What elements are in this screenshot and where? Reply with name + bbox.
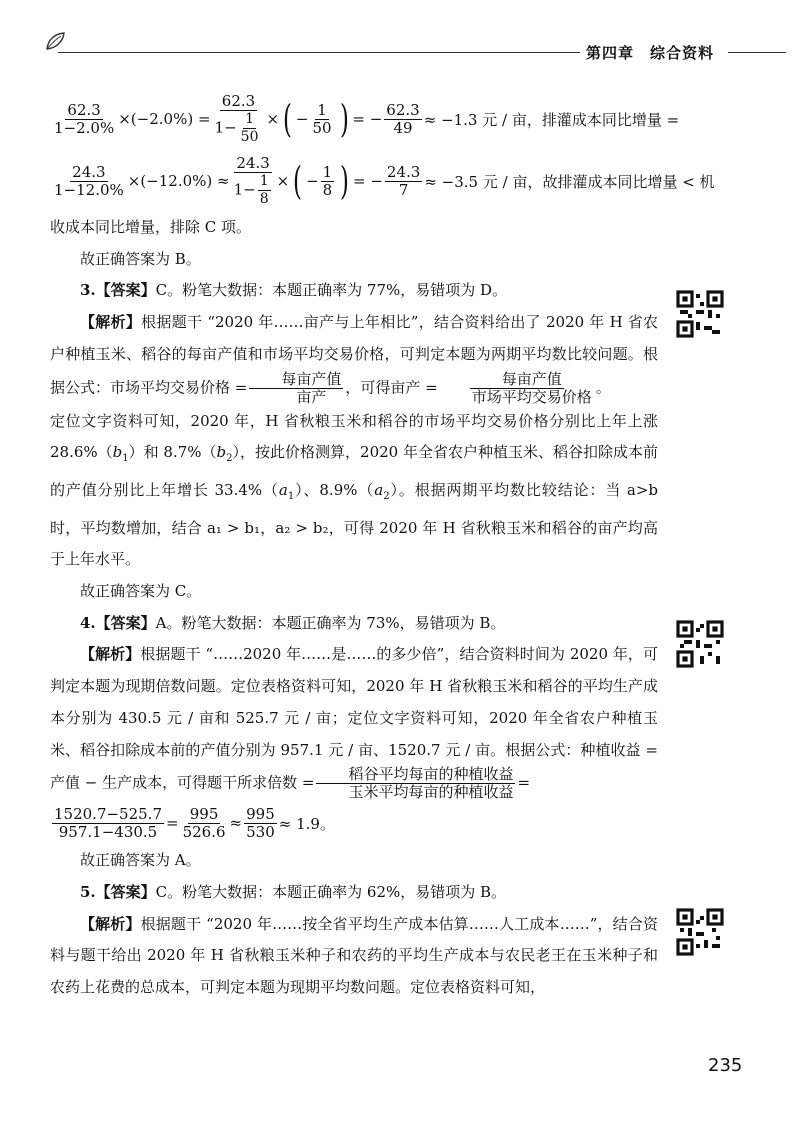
q5-answer: 5.【答案】C。粉笔大数据：本题正确率为 62%，易错项为 B。 xyxy=(80,882,507,901)
qr-code-icon[interactable] xyxy=(676,290,724,338)
q3-answer: 3.【答案】C。粉笔大数据：本题正确率为 77%，易错项为 D。 xyxy=(80,281,508,300)
page-number: 235 xyxy=(708,1055,743,1076)
fraction: 62.3 1− $\frac{1}{50}$ xyxy=(214,91,259,145)
paragraph: 收成本同比增量，排除 C 项。 xyxy=(50,218,252,236)
page-header xyxy=(0,0,800,70)
q5-analysis: 【解析】根据题干 “2020 年……按全省平均生产成本估算……人工成本……”，结合资料与题干给出 2020 年 H 省秋粮玉米种子和农药的平均生产成本与农民老王在玉米种子和农药上花费的总成本，可判定本题为现期平均数问题。定位表格资料可知， xyxy=(50,914,658,997)
leaf-icon xyxy=(44,30,68,52)
answer-line: 故正确答案为 B。 xyxy=(80,249,201,268)
header-rule xyxy=(58,52,580,53)
q4-answer: 4.【答案】A。粉笔大数据：本题正确率为 73%，易错项为 B。 xyxy=(80,613,506,632)
chapter-title: 第四章 综合资料 xyxy=(586,44,715,62)
q3-analysis: 【解析】根据题干 “2020 年……亩产与上年相比”，结合资料给出了 2020 年 H 省农户种植玉米、稻谷的每亩产值和市场平均交易价格，可判定本题为两期平均数比较问题。根据公式：市场平均交易价格 = $\frac{\text{每亩产值}}{\text{亩产}}$ ，可得亩产 = $\frac{\text{每亩产值}}{\text{市场平均交易价格}}$ 。 xyxy=(50,313,658,406)
qr-code-icon[interactable] xyxy=(676,908,724,956)
q4-analysis: 【解析】根据题干 “……2020 年……是……的多少倍”，结合资料时间为 2020 年，可判定本题为现期倍数问题。定位表格资料可知，2020 年 H 省秋粮玉米和稻谷的平均生产成本分别为 430.5 元 / 亩和 525.7 元 / 亩；定位文字资料可知，2020 年全省农户种植玉米、稻谷扣除成本前的产值分别为 957.1 元 / 亩、1520.7 元 / 亩。根据公式：种植收益 = 产值 − 生产成本，可得题干所求倍数 = $\frac{\text{稻谷平均每亩的种植收益}}{\text{玉米平均每亩的种植收益}}$ = xyxy=(50,645,658,802)
fraction: $\frac{62.3}{1-2.0\%}$ xyxy=(54,100,115,137)
equation-line-2: $\frac{24.3}{1-12.0\%}$ ×(−12.0%) ≈ 24.3 1− $\frac{1}{8}$ × ( − $\frac{1}{8}$ ) = − $\frac{24.3}{7}$ ≈ −3.5 元 / 亩，故排灌成本同比增量 < 机 xyxy=(54,153,715,207)
page-body xyxy=(50,88,715,1004)
header-rule-right xyxy=(728,52,786,53)
q4-final: 故正确答案为 A。 xyxy=(80,851,201,870)
q3-final: 故正确答案为 C。 xyxy=(80,582,202,601)
equation-line-1: $\frac{62.3}{1-2.0\%}$ ×(−2.0%) = 62.3 1− $\frac{1}{50}$ × ( − $\frac{1}{50}$ ) = − $\frac{62.3}{49}$ ≈ −1.3 元 / 亩，排灌成本同比增量 = xyxy=(54,91,680,145)
q3-analysis-cont: 定位文字资料可知，2020 年，H 省秋粮玉米和稻谷的市场平均交易价格分别比上年上涨 $28.6\%(b_1)$和 $8.7\%(b_2)$，按此价格测算，2020 年全省农户种植玉米、稻谷扣除成本前的产值分别比上年增长 $33.4\%(a_1)$、$8.9\%(a_2)$。根据两期平均数比较结论：当 a>b 时，平均数增加，结合 a₁ > b₁，a₂ > b₂，可得 2020 年 H 省秋粮玉米和稻谷的亩产均高于上年水平。 xyxy=(50,411,658,569)
qr-code-icon[interactable] xyxy=(676,620,724,668)
q4-calculation: $\frac{1520.7-525.7}{957.1-430.5}$ = $\frac{995}{526.6}$ ≈ $\frac{995}{530}$ ≈ 1.9。 xyxy=(54,804,335,841)
